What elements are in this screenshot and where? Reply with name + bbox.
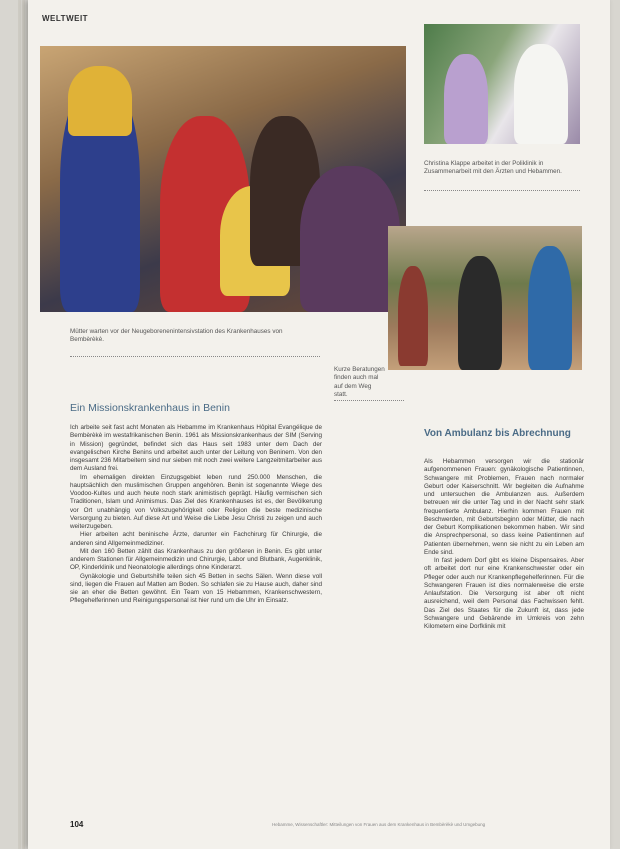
outdoor-photo xyxy=(388,226,582,370)
figure-doctor xyxy=(514,44,568,144)
caption-divider xyxy=(424,190,580,191)
sidebar-paragraph: In fast jedem Dorf gibt es kleine Dispensaires. Aber oft arbeitet dort nur eine Krankenschwester oder ein Pfleger oder auch nur Krankenpflegehelferinnen. Für die Schwangeren Frauen ist dies normalerweise die erste Anlaufstation. Die Versorgung ist aber oft nicht ausreichend, weil dem Personal das Fachwissen fehlt. Das Ziel des Staates für die Zukunft ist, dass jede Schwangere und Gebärende im Umkreis von zehn Kilometern eine Dorfklinik mit xyxy=(424,557,584,630)
figure-patient xyxy=(528,246,572,370)
article-paragraph: Gynäkologie und Geburtshilfe teilen sich 45 Betten in sechs Sälen. Wenn diese voll sind, liegen die Frauen auf Matten am Boden. So schlafen sie zu Hause auch, daher sind sie an eher die Betten gewöhnt. Ein Team von 15 Hebammen, Krankenschwestern, Pflegehelferinnen und Reinigungspersonal ist hier rund um die Uhr im Einsatz. xyxy=(70,572,322,605)
main-photo-caption: Mütter warten vor der Neugeborenenintensivstation des Krankenhauses von Bembèrèkè. xyxy=(70,328,283,344)
main-photo xyxy=(40,46,406,312)
clinic-photo-caption: Christina Klappe arbeitet in der Poliklinik in Zusammenarbeit mit den Ärzten und Hebammen. xyxy=(424,160,562,176)
sidebar-title: Von Ambulanz bis Abrechnung xyxy=(424,428,571,439)
sidebar-body xyxy=(424,458,584,631)
article-paragraph: Hier arbeiten acht beninische Ärzte, darunter ein Fachchirurg für Chirurgie, die anderen sind Allgemeinmediziner. xyxy=(70,531,322,547)
outdoor-photo-caption: Kurze Beratungen finden auch mal auf dem Weg statt. xyxy=(334,366,385,399)
page-edge-1 xyxy=(18,0,21,849)
clinic-photo xyxy=(424,24,580,144)
article-body xyxy=(70,424,322,606)
article-title: Ein Missionskrankenhaus in Benin xyxy=(70,402,230,414)
article-paragraph: Mit den 160 Betten zählt das Krankenhaus zu den größeren in Benin. Es gibt unter anderem Stationen für Allgemeinmedizin und Chirurgie, Labor und Blutbank, Augenklinik, OP, Kinderklinik und Neonatologie allerdings ohne Kinderarzt. xyxy=(70,547,322,572)
figure-head-scarf xyxy=(68,66,132,136)
figure-nurse xyxy=(458,256,502,370)
page-number: 104 xyxy=(70,820,84,829)
sidebar-paragraph: Als Hebammen versorgen wir die stationär aufgenommenen Frauen: gynäkologische Patientinnen, Schwangere mit Problemen, Frauen nach normaler Geburt oder Kaiserschnitt. Wir begleiten die Aufnahme und untersuchen die Ambulanzen aus. Außerdem betreuen wir die unter Tag und in der Nacht sehr stark frequentierte Ambulanz. Hierhin kommen Frauen mit Beschwerden, mit Geburtsbeginn oder Mütter, die nach der Geburt Komplikationen bekommen haben. Wir sind die Ansprechpersonal, so dass keine Patientinnen auf Patienten übernehmen, wenn sie nicht zu ein Leben am Ende sind. xyxy=(424,458,584,556)
article-paragraph: Ich arbeite seit fast acht Monaten als Hebamme im Krankenhaus Hôpital Evangélique de Bembèrèkè im westafrikanischen Benin. 1961 als Missionskrankenhaus der SIM (Serving in Mission) gegründet, befindet sich das Haus seit 1983 unter dem Dach der evangelischen Kirche Benins und arbeitet auch unter der Leitung von Beninern. Von den insgesamt 236 Mitarbeitern sind nur sieben mit noch zwei weitere Langzeitmitarbeiter aus dem Ausland frei. xyxy=(70,424,322,473)
caption-divider xyxy=(334,400,404,401)
figure-bystander xyxy=(398,266,428,366)
footer-text: Hebamme, Wissenschaftler: Mitteilungen von Frauen aus dem Krankenhaus in Bembèrèkè und Umgebung xyxy=(272,822,486,827)
section-label: WELTWEIT xyxy=(42,14,89,23)
page-edge-2 xyxy=(22,0,25,849)
figure-midwife xyxy=(444,54,488,144)
caption-divider xyxy=(70,356,320,357)
figure-woman-right xyxy=(300,166,400,312)
article-paragraph: Im ehemaligen direkten Einzugsgebiet leben rund 250.000 Menschen, die hauptsächlich den muslimischen Gruppen angehören. Benin ist sogenannte Wiege des Voodoo-Kultes und auch heute noch stark animistisch geprägt. Häufig vermischen sich Traditionen, Islam und Animismus. Das Ziel des Krankenhauses ist es, der Bevölkerung vor Ort unabhängig von Volkszugehörigkeit oder Religion die beste medizinische Versorgung zu bieten. Auf diese Art und Weise die Liebe Jesu Christi zu zeigen und auch weiterzugeben. xyxy=(70,473,322,530)
